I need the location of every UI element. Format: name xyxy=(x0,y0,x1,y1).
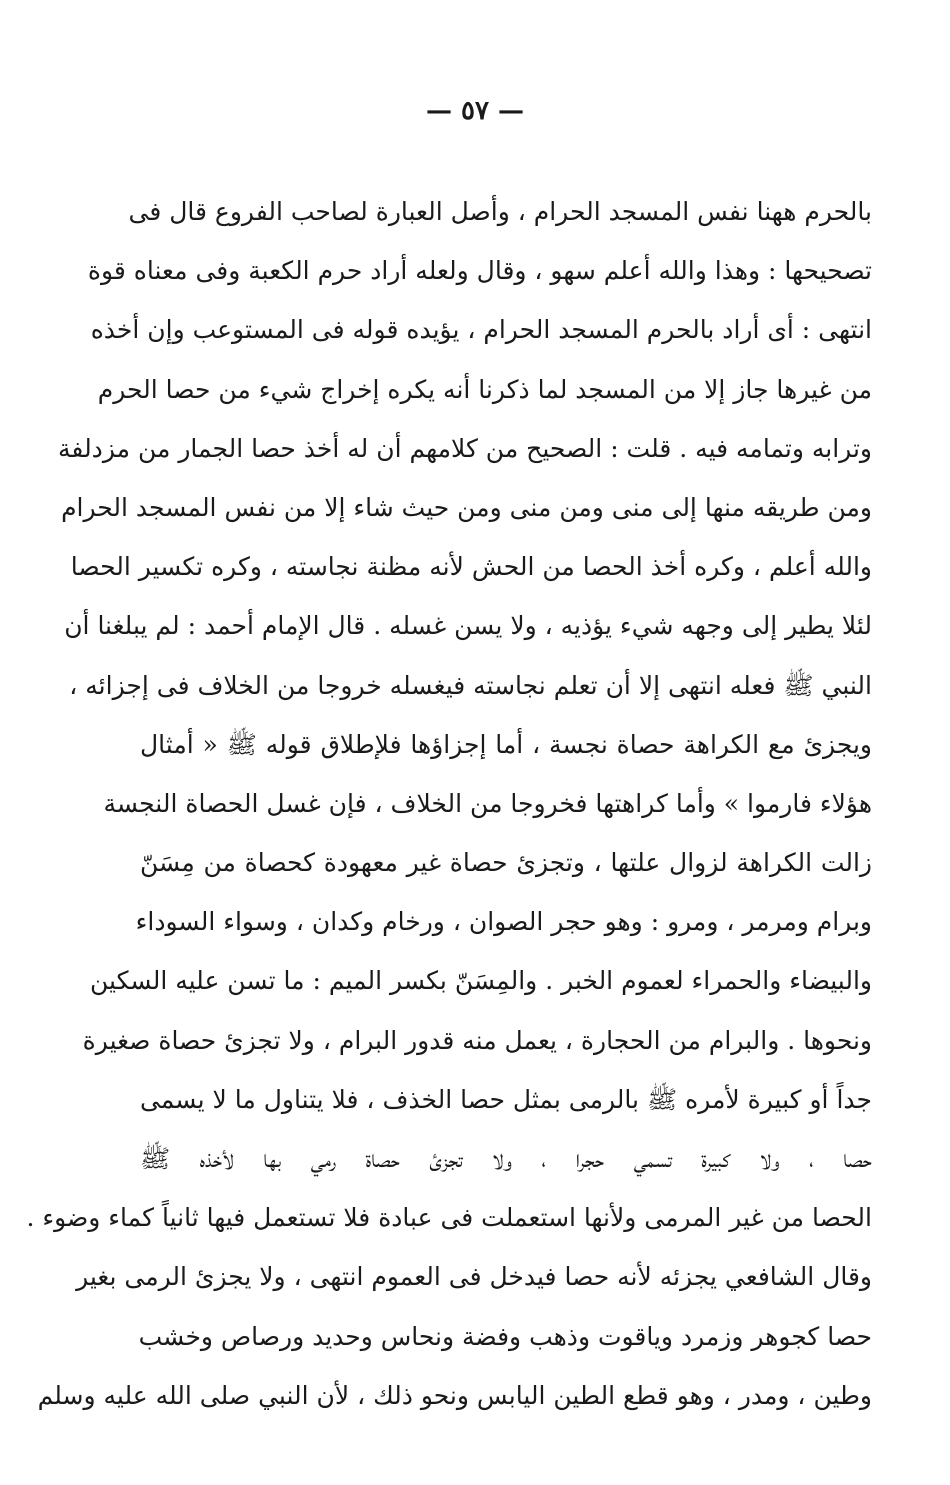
text-line: من غيرها جاز إلا من المسجد لما ذكرنا أنه يكره إخراج شيء من حصا الحرم xyxy=(97,374,872,404)
text-line: النبي ﷺ فعله انتهى إلا أن تعلم نجاسته فيغسله خروجا من الخلاف فى إجزائه ، xyxy=(69,670,872,700)
text-line: ويجزئ مع الكراهة حصاة نجسة ، أما إجزاؤها فلإطلاق قوله ﷺ « أمثال xyxy=(140,729,872,759)
text-line: الحصا من غير المرمى ولأنها استعملت فى عبادة فلا تستعمل فيها ثانياً كماء وضوء . xyxy=(26,1203,872,1233)
text-line: حصا ، ولا كبيرة تسمي حجرا ، ولا تجزئ حصاة رمي بها لأخذه ﷺ xyxy=(140,1144,872,1173)
text-line: انتهى : أى أراد بالحرم المسجد الحرام ، يؤيده قوله فى المستوعب وإن أخذه xyxy=(90,315,872,345)
text-line: وترابه وتمامه فيه . قلت : الصحيح من كلامهم أن له أخذ حصا الجمار من مزدلفة xyxy=(58,433,872,463)
text-line: زالت الكراهة لزوال علتها ، وتجزئ حصاة غير معهودة كحصاة من مِسَنّ xyxy=(140,848,872,878)
text-line: والبيضاء والحمراء لعموم الخبر . والمِسَنّ بكسر الميم : ما تسن عليه السكين xyxy=(90,966,872,996)
text-line: لئلا يطير إلى وجهه شيء يؤذيه ، ولا يسن غسله . قال الإمام أحمد : لم يبلغنا أن xyxy=(64,611,872,641)
body-text xyxy=(26,182,872,1425)
text-line: ونحوها . والبرام من الحجارة ، يعمل منه قدور البرام ، ولا تجزئ حصاة صغيرة xyxy=(82,1025,872,1055)
text-line: هؤلاء فارموا » وأما كراهتها فخروجا من الخلاف ، فإن غسل الحصاة النجسة xyxy=(103,788,872,818)
text-line: حصا كجوهر وزمرد وياقوت وذهب وفضة ونحاس وحديد ورصاص وخشب xyxy=(138,1321,872,1351)
text-line: ومن طريقه منها إلى منى ومن منى ومن حيث شاء إلا من نفس المسجد الحرام xyxy=(61,492,872,522)
text-line: والله أعلم ، وكره أخذ الحصا من الحش لأنه مظنة نجاسته ، وكره تكسير الحصا xyxy=(70,552,872,582)
page-number: — ٥٧ — xyxy=(425,96,525,126)
text-line: جداً أو كبيرة لأمره ﷺ بالرمى بمثل حصا الخذف ، فلا يتناول ما لا يسمى xyxy=(140,1084,872,1114)
text-line: بالحرم ههنا نفس المسجد الحرام ، وأصل العبارة لصاحب الفروع قال فى xyxy=(128,197,872,226)
text-line: تصحيحها : وهذا والله أعلم سهو ، وقال ولعله أراد حرم الكعبة وفى معناه قوة xyxy=(87,256,872,286)
text-line: وقال الشافعي يجزئه لأنه حصا فيدخل فى العموم انتهى ، ولا يجزئ الرمى بغير xyxy=(76,1262,872,1292)
text-line: وبرام ومرمر ، ومرو : وهو حجر الصوان ، ورخام وكدان ، وسواء السوداء xyxy=(135,907,872,937)
text-line: وطين ، ومدر ، وهو قطع الطين اليابس ونحو ذلك ، لأن النبي صلى الله عليه وسلم xyxy=(37,1380,872,1410)
